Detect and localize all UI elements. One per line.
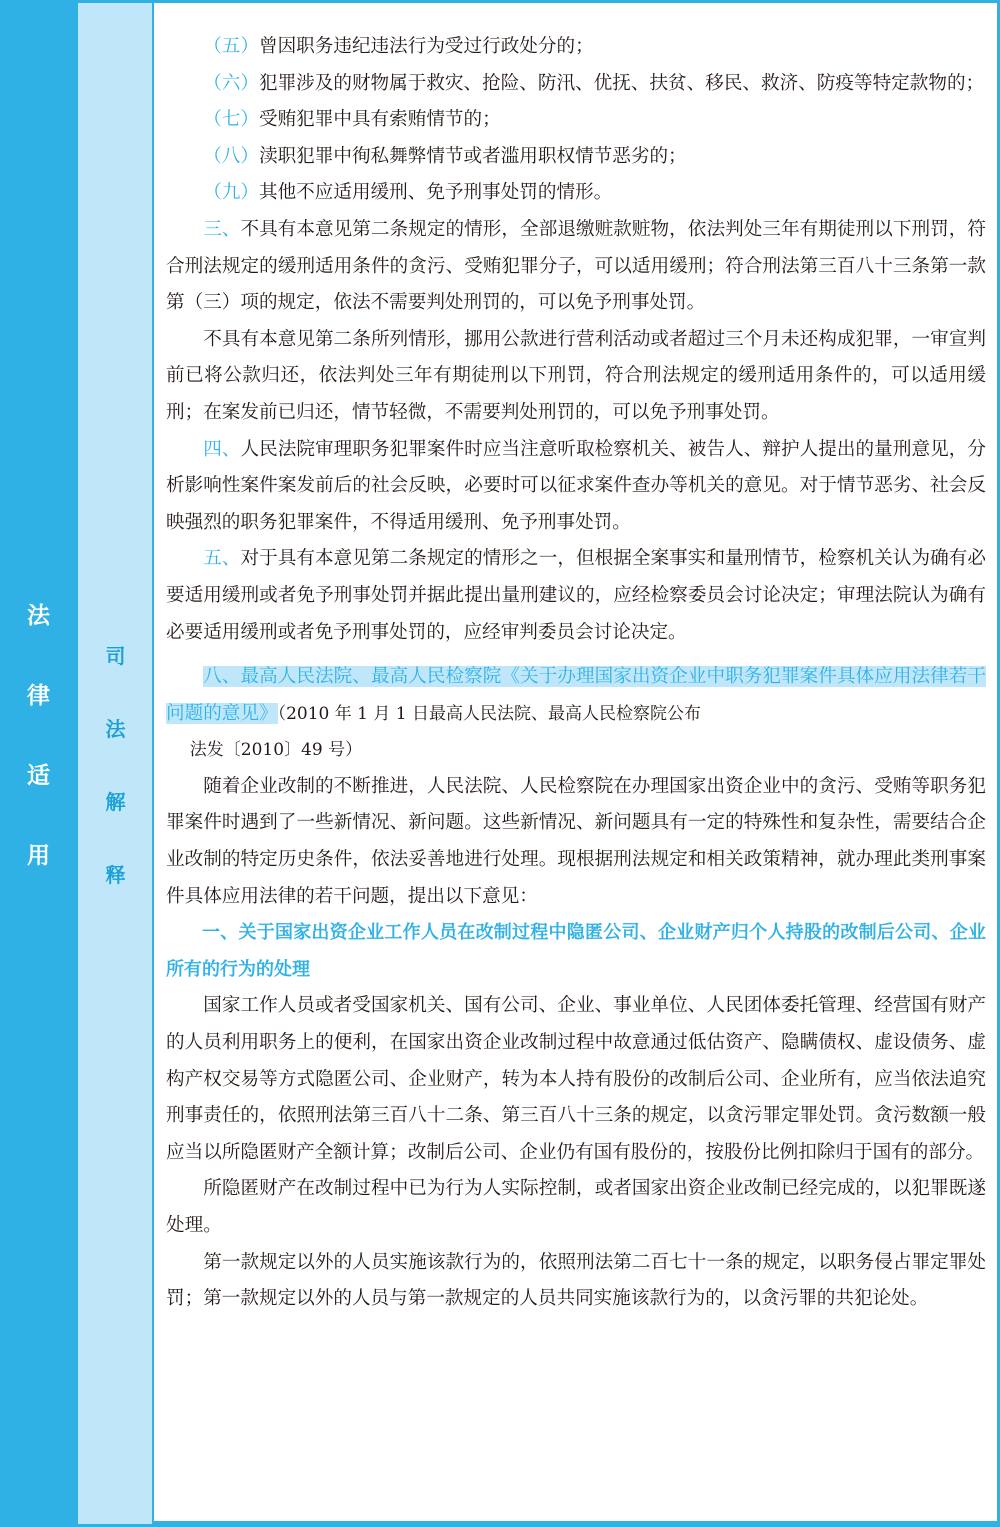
section-text: 不具有本意见第二条所列情形，挪用公款进行营利活动或者超过三个月未还构成犯罪，一审宣判前已将公款归还，依法判处三年有期徒刑以下刑罚，符合刑法规定的缓刑适用条件的，可以适用缓刑；在案发前已归还，情节轻微，不需要判处刑罚的，可以免予刑事处罚。 bbox=[166, 328, 986, 423]
body-paragraph: 国家工作人员或者受国家机关、国有公司、企业、事业单位、人民团体委托管理、经营国有财产的人员利用职务上的便利，在国家出资企业改制过程中故意通过低估资产、隐瞒债权、虚设债务、虚构产权交易等方式隐匿公司、企业财产，转为本人持有股份的改制后公司、企业所有，应当依法追究刑事责任的，依照刑法第三百八十二条、第三百八十三条的规定，以贪污罪定罪处罚。贪污数额一般应当以所隐匿财产全额计算；改制后公司、企业仍有国有股份的，按股份比例扣除归于国有的部分。 bbox=[166, 995, 986, 1163]
list-item bbox=[166, 29, 986, 66]
list-item bbox=[166, 66, 986, 103]
document-title: 八、最高人民法院、最高人民检察院《关于办理国家出资企业中职务犯罪案件具体应用法律若干问题的意见》 bbox=[166, 666, 986, 724]
section-paragraph bbox=[166, 212, 986, 322]
category-char: 法 bbox=[27, 603, 50, 629]
item-text: 渎职犯罪中徇私舞弊情节或者滥用职权情节恶劣的； bbox=[258, 145, 687, 167]
item-label: （五） bbox=[203, 36, 259, 57]
list-item bbox=[166, 175, 986, 212]
item-text: 受贿犯罪中具有索贿情节的； bbox=[258, 109, 501, 131]
category-label bbox=[0, 592, 77, 912]
subcategory-char: 解 bbox=[105, 790, 126, 814]
item-text: 犯罪涉及的财物属于救灾、抢险、防汛、优抚、扶贫、移民、救济、防疫等特定款物的； bbox=[258, 72, 985, 94]
subcategory-char: 司 bbox=[105, 644, 126, 668]
subcategory-char: 法 bbox=[105, 717, 126, 741]
section-label: 四、 bbox=[203, 438, 241, 460]
item-text: 曾因职务违纪违法行为受过行政处分的； bbox=[258, 36, 594, 57]
section-heading: 一、关于国家出资企业工作人员在改制过程中隐匿公司、企业财产归个人持股的改制后公司、企业所有的行为的处理 bbox=[166, 922, 986, 980]
intro-paragraph: 随着企业改制的不断推进，人民法院、人民检察院在办理国家出资企业中的贪污、受贿等职务犯罪案件时遇到了一些新情况、新问题。这些新情况、新问题具有一定的特殊性和复杂性，需要结合企业改制的特定历史条件，依法妥善地进行处理。现根据刑法规定和相关政策精神，就办理此类刑事案件具体应用法律的若干问题，提出以下意见： bbox=[166, 775, 986, 907]
list-item bbox=[166, 102, 986, 139]
list-item bbox=[166, 139, 986, 176]
section-paragraph bbox=[166, 322, 986, 432]
body-paragraph: 第一款规定以外的人员实施该款行为的，依照刑法第二百七十一条的规定，以职务侵占罪定罪处罚；第一款规定以外的人员与第一款规定的人员共同实施该款行为的，以贪污罪的共犯论处。 bbox=[166, 1251, 986, 1310]
item-label: （八） bbox=[203, 145, 259, 167]
document-number: 法发〔2010〕49 号） bbox=[189, 740, 363, 761]
bottom-border bbox=[154, 1521, 1000, 1527]
category-char: 律 bbox=[27, 683, 50, 709]
category-char: 适 bbox=[27, 763, 50, 789]
main-content bbox=[166, 29, 986, 1318]
item-label: （九） bbox=[203, 182, 259, 204]
subcategory-label bbox=[77, 636, 154, 928]
section-text: 人民法院审理职务犯罪案件时应当注意听取检察机关、被告人、辩护人提出的量刑意见，分析影响性案件案发前后的社会反映，必要时可以征求案件查办等机关的意见。对于情节恶劣、社会反映强烈的职务犯罪案件，不得适用缓刑、免予刑事处罚。 bbox=[166, 438, 986, 533]
section-text: 不具有本意见第二条规定的情形，全部退缴赃款赃物，依法判处三年有期徒刑以下刑罚，符合刑法规定的缓刑适用条件的贪污、受贿犯罪分子，可以适用缓刑；符合刑法第三百八十三条第一款第（三）项的规定，依法不需要判处刑罚的，可以免予刑事处罚。 bbox=[166, 218, 986, 314]
section-label: 三、 bbox=[203, 218, 241, 240]
publication-note: （2010 年 1 月 1 日最高人民法院、最高人民检察院公布 bbox=[277, 703, 701, 724]
subcategory-char: 释 bbox=[105, 863, 126, 887]
category-char: 用 bbox=[27, 843, 50, 869]
item-label: （六） bbox=[203, 72, 259, 94]
document-title-block bbox=[166, 659, 986, 732]
item-text: 其他不应适用缓刑、免予刑事处罚的情形。 bbox=[258, 182, 613, 204]
section-paragraph bbox=[166, 541, 986, 651]
section-text: 对于具有本意见第二条规定的情形之一，但根据全案事实和量刑情节，检察机关认为确有必要适用缓刑或者免予刑事处罚并据此提出量刑建议的，应经检察委员会讨论决定；审理法院认为确有必要适用缓刑或者免予刑事处罚的，应经审判委员会讨论决定。 bbox=[166, 548, 986, 643]
body-paragraph: 所隐匿财产在改制过程中已为行为人实际控制，或者国家出资企业改制已经完成的，以犯罪既遂处理。 bbox=[166, 1178, 986, 1236]
item-label: （七） bbox=[203, 109, 259, 131]
section-paragraph bbox=[166, 432, 986, 542]
section-label: 五、 bbox=[203, 548, 241, 570]
